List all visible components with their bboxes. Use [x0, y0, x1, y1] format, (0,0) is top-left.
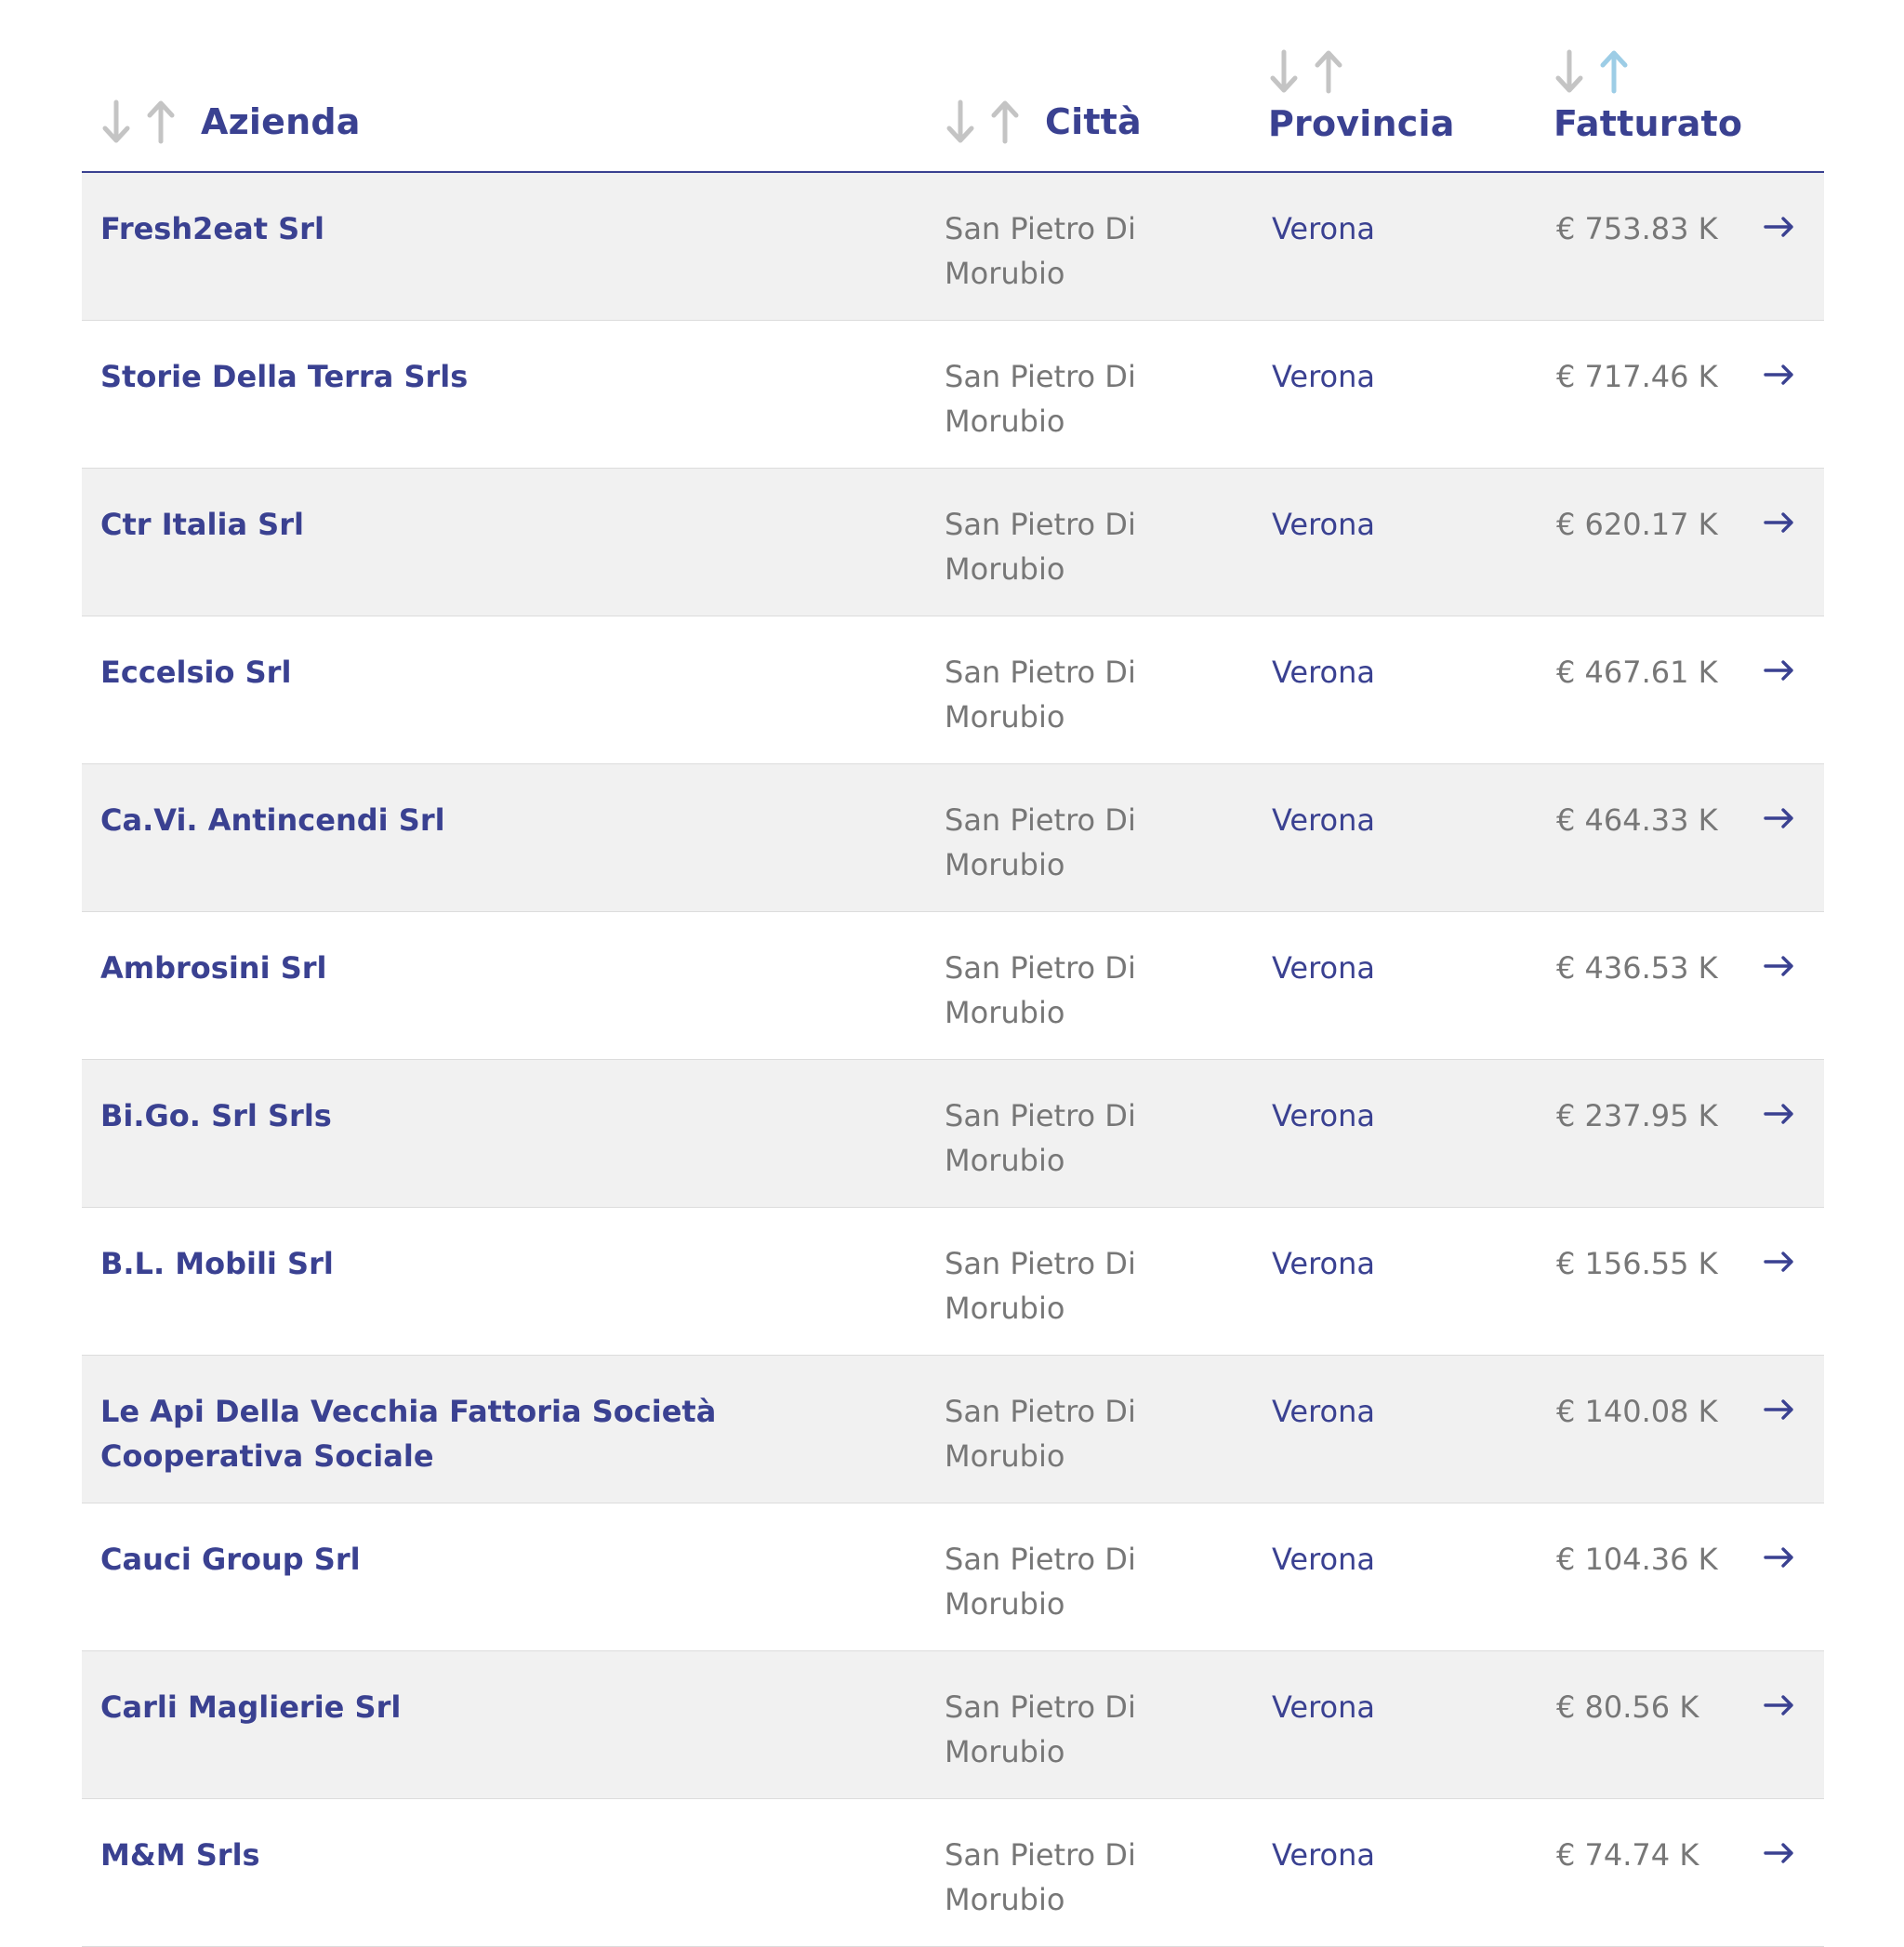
province-cell: Verona: [1272, 1542, 1376, 1577]
sort-controls-citta: [945, 99, 1021, 145]
table-body: [82, 173, 1824, 1947]
sort-controls-provincia: [1268, 48, 1344, 95]
city-cell: San Pietro Di Morubio: [945, 1837, 1136, 1917]
table-row[interactable]: [82, 469, 1824, 616]
province-cell: Verona: [1272, 1246, 1376, 1281]
province-cell: Verona: [1272, 507, 1376, 542]
revenue-cell: € 753.83 K: [1556, 211, 1718, 246]
arrow-right-icon[interactable]: [1763, 1836, 1800, 1874]
city-cell: San Pietro Di Morubio: [945, 802, 1136, 882]
company-name-link[interactable]: Carli Maglierie Srl: [100, 1689, 402, 1725]
province-cell: Verona: [1272, 211, 1376, 246]
table-row[interactable]: [82, 173, 1824, 321]
revenue-cell: € 237.95 K: [1556, 1098, 1718, 1133]
company-name-link[interactable]: Ca.Vi. Antincendi Srl: [100, 802, 445, 838]
company-name-link[interactable]: Storie Della Terra Srls: [100, 359, 469, 394]
table-row[interactable]: [82, 321, 1824, 469]
sort-asc-icon[interactable]: [1313, 48, 1344, 95]
company-name-link[interactable]: Eccelsio Srl: [100, 655, 292, 690]
company-name-link[interactable]: Bi.Go. Srl Srls: [100, 1098, 332, 1133]
revenue-cell: € 467.61 K: [1556, 655, 1718, 690]
revenue-cell: € 464.33 K: [1556, 802, 1718, 838]
table-header: [82, 0, 1824, 173]
table-row[interactable]: [82, 1503, 1824, 1651]
column-title-citta[interactable]: Città: [1045, 101, 1142, 142]
table-row[interactable]: [82, 764, 1824, 912]
province-cell: Verona: [1272, 1098, 1376, 1133]
revenue-cell: € 74.74 K: [1556, 1837, 1699, 1873]
revenue-cell: € 717.46 K: [1556, 359, 1718, 394]
company-name-link[interactable]: B.L. Mobili Srl: [100, 1246, 334, 1281]
city-cell: San Pietro Di Morubio: [945, 655, 1136, 735]
sort-desc-icon[interactable]: [100, 99, 132, 145]
companies-table: [82, 0, 1824, 1947]
province-cell: Verona: [1272, 655, 1376, 690]
revenue-cell: € 104.36 K: [1556, 1542, 1718, 1577]
city-cell: San Pietro Di Morubio: [945, 1394, 1136, 1474]
province-cell: Verona: [1272, 802, 1376, 838]
city-cell: San Pietro Di Morubio: [945, 1246, 1136, 1326]
arrow-right-icon[interactable]: [1763, 1689, 1800, 1726]
table-row[interactable]: [82, 1799, 1824, 1947]
province-cell: Verona: [1272, 1837, 1376, 1873]
arrow-right-icon[interactable]: [1763, 358, 1800, 395]
sort-asc-icon[interactable]: [145, 99, 177, 145]
company-name-link[interactable]: Ctr Italia Srl: [100, 507, 304, 542]
arrow-right-icon[interactable]: [1763, 1541, 1800, 1578]
province-cell: Verona: [1272, 950, 1376, 986]
sort-controls-fatturato: [1554, 48, 1630, 95]
arrow-right-icon[interactable]: [1763, 1097, 1800, 1134]
company-name-link[interactable]: Cauci Group Srl: [100, 1542, 361, 1577]
city-cell: San Pietro Di Morubio: [945, 1689, 1136, 1769]
column-title-provincia[interactable]: Provincia: [1268, 103, 1455, 144]
table-row[interactable]: [82, 912, 1824, 1060]
arrow-right-icon[interactable]: [1763, 654, 1800, 691]
province-cell: Verona: [1272, 1394, 1376, 1429]
column-title-azienda[interactable]: Azienda: [201, 101, 361, 142]
arrow-right-icon[interactable]: [1763, 1393, 1800, 1430]
arrow-right-icon[interactable]: [1763, 210, 1800, 247]
column-title-fatturato[interactable]: Fatturato: [1554, 103, 1743, 144]
table-row[interactable]: [82, 1356, 1824, 1503]
company-name-link[interactable]: Fresh2eat Srl: [100, 211, 324, 246]
city-cell: San Pietro Di Morubio: [945, 211, 1136, 291]
province-cell: Verona: [1272, 359, 1376, 394]
sort-desc-icon[interactable]: [1268, 48, 1300, 95]
city-cell: San Pietro Di Morubio: [945, 1098, 1136, 1178]
sort-controls-azienda: [100, 99, 177, 145]
city-cell: San Pietro Di Morubio: [945, 1542, 1136, 1622]
revenue-cell: € 80.56 K: [1556, 1689, 1699, 1725]
province-cell: Verona: [1272, 1689, 1376, 1725]
company-name-link[interactable]: M&M Srls: [100, 1837, 260, 1873]
arrow-right-icon[interactable]: [1763, 506, 1800, 543]
sort-asc-active-icon[interactable]: [1598, 48, 1630, 95]
sort-desc-icon[interactable]: [1554, 48, 1585, 95]
arrow-right-icon[interactable]: [1763, 1245, 1800, 1282]
revenue-cell: € 620.17 K: [1556, 507, 1718, 542]
table-row[interactable]: [82, 1060, 1824, 1208]
revenue-cell: € 156.55 K: [1556, 1246, 1718, 1281]
arrow-right-icon[interactable]: [1763, 949, 1800, 987]
revenue-cell: € 436.53 K: [1556, 950, 1718, 986]
city-cell: San Pietro Di Morubio: [945, 950, 1136, 1030]
company-name-link[interactable]: Ambrosini Srl: [100, 950, 327, 986]
sort-asc-icon[interactable]: [989, 99, 1021, 145]
table-row[interactable]: [82, 1651, 1824, 1799]
table-row[interactable]: [82, 616, 1824, 764]
city-cell: San Pietro Di Morubio: [945, 507, 1136, 587]
city-cell: San Pietro Di Morubio: [945, 359, 1136, 439]
arrow-right-icon[interactable]: [1763, 801, 1800, 839]
revenue-cell: € 140.08 K: [1556, 1394, 1718, 1429]
table-row[interactable]: [82, 1208, 1824, 1356]
company-name-link[interactable]: Le Api Della Vecchia Fattoria Società Cooperativa Sociale: [100, 1394, 717, 1474]
sort-desc-icon[interactable]: [945, 99, 976, 145]
